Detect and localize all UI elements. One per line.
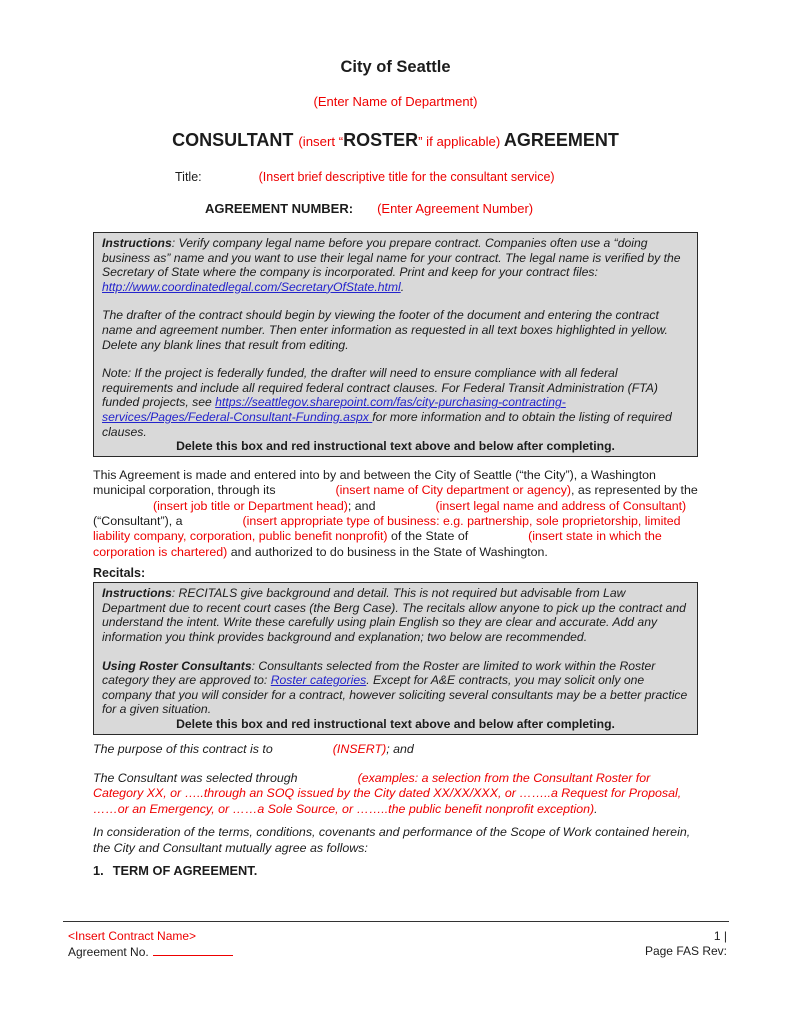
footer-divider (63, 921, 729, 922)
footer-right (645, 929, 729, 960)
text-run: The Consultant was selected through (93, 770, 298, 785)
consideration-paragraph: In consideration of the terms, conditions, covenants and performance of the Scope of Work contained herein, the City and Consultant mutually agree as follows: (93, 825, 691, 855)
text-run: , as represented by the (571, 483, 698, 498)
footer-agreement-no-line (68, 944, 233, 960)
footer-agreement-no-blank (153, 944, 233, 956)
agreement-intro-paragraph (93, 468, 698, 560)
text-run: AGREEMENT (503, 130, 619, 150)
text-run: ” if applicable) (418, 134, 504, 149)
instruction-box-1 (93, 232, 698, 457)
instruction-box-1-p1-text (102, 236, 681, 279)
text-run: (insert name of City department or agency) (335, 483, 572, 498)
text-run: Instructions (102, 236, 172, 250)
instruction-box-1-paragraph-2: The drafter of the contract should begin by viewing the footer of the document and entering the contract name and agreement number. Then enter information as requested in all text boxes highlighted in yellow. Delete any blank lines that result from editing. (102, 308, 668, 352)
text-run: ROSTER (343, 130, 419, 150)
footer-left (63, 929, 233, 960)
text-run: Using Roster Consultants (102, 658, 252, 673)
instruction-box-1-paragraph-1 (102, 236, 689, 294)
section-1-heading (93, 863, 698, 878)
text-run: : Consultants selected from the Roster are limited to work within the Roster category they are approved to: (102, 658, 656, 688)
text-run: ; and (386, 741, 414, 756)
footer-contract-name-placeholder: <Insert Contract Name> (68, 929, 197, 943)
agreement-number-label: AGREEMENT NUMBER: (205, 201, 354, 216)
text-run: (insert legal name and address of Consultant) (435, 498, 687, 513)
text-run: : Verify company legal name before you prepare contract. Companies often use a “doing business as” name and you want to use their legal name for your contract. The legal name is verified by the Secretary of State where the company is incorporated. Print and keep for your contract files: (102, 236, 681, 280)
footer-page-number: 1 | (713, 929, 727, 943)
text-run: This Agreement is made and entered into by and between the City of Seattle (“the City”), a Washington municipal corporation, through its (93, 467, 656, 498)
agreement-number-line (93, 201, 698, 217)
section-1-number: 1. (93, 862, 104, 878)
instruction-box-1-delete-note: Delete this box and red instructional text above and below after completing. (176, 439, 615, 454)
text-run: (INSERT) (332, 741, 387, 756)
text-run: CONSULTANT (172, 130, 299, 150)
text-run: (“Consultant”), a (93, 513, 183, 528)
text-run: of the State of (387, 529, 469, 544)
footer-row (63, 929, 729, 960)
footer-agreement-no-label: Agreement No. (68, 945, 149, 959)
purpose-paragraph (93, 742, 698, 757)
text-run: (insert appropriate type of business: e.g. partnership, sole proprietorship, limited liability company, corporation, public benefit nonprofit) (93, 513, 681, 544)
text-run: and authorized to do business in the State of Washington. (227, 544, 548, 559)
instruction-box-2 (93, 582, 698, 734)
text-run: . (594, 801, 598, 816)
text-run: ; and (347, 498, 376, 513)
recitals-heading: Recitals: (93, 566, 146, 581)
agreement-number-placeholder: (Enter Agreement Number) (377, 201, 534, 216)
instruction-box-1-paragraph-3 (102, 366, 689, 439)
consultant-selected-paragraph (93, 771, 698, 817)
section-1-title: TERM OF AGREEMENT. (112, 862, 258, 878)
text-run: The purpose of this contract is to (93, 741, 273, 756)
text-run: Instructions (102, 586, 172, 601)
department-name-placeholder: (Enter Name of Department) (313, 94, 478, 109)
instruction-box-1-p1-tail: . (400, 279, 405, 294)
text-run: (insert job title or Department head) (153, 498, 348, 513)
text-run: (insert “ (298, 134, 344, 149)
page-title: City of Seattle (340, 58, 451, 76)
page-footer (63, 921, 729, 960)
title-line (93, 170, 698, 185)
text-run: (examples: a selection from the Consultant Roster for Category XX, or …..through an SOQ issued by the City dated XX/XX/XXX, or ……..a Request for Proposal, ……or an Emergency, or ……a Sole Source, or ……..the public benefit nonprofit exception) (93, 770, 682, 816)
fta-funding-link[interactable]: https://seattlegov.sharepoint.com/fas/city-purchasing-contracting-services/Pages/Federal-Consultant-Funding.aspx (102, 395, 566, 424)
instruction-box-2-paragraph-2 (102, 659, 689, 717)
instruction-box-2-delete-note: Delete this box and red instructional text above and below after completing. (176, 716, 615, 731)
instruction-box-1-p3-tail: for more information and to obtain the listing of required clauses. (102, 409, 672, 439)
title-placeholder: (Insert brief descriptive title for the consultant service) (258, 170, 555, 184)
instruction-box-2-paragraph-1 (102, 586, 689, 644)
title-label: Title: (175, 170, 202, 184)
text-run: (insert state in which the corporation is chartered) (93, 529, 662, 559)
instruction-box-2-p2-tail: . Except for A&E contracts, you may solicit only one company that you will consider for a contract, however soliciting several consultants may be a better practice for a given situation. (102, 673, 688, 717)
secretary-of-state-link[interactable]: http://www.coordinatedlegal.com/SecretaryOfState.html (102, 279, 401, 294)
agreement-main-title (93, 130, 698, 152)
roster-categories-link[interactable]: Roster categories (270, 673, 367, 688)
instruction-box-1-p3-lead: Note: If the project is federally funded, the drafter will need to ensure compliance with all federal requirements and include all required federal contract clauses. For Federal Transit Administration (FTA) funded projects, see (102, 366, 658, 410)
text-run: : RECITALS give background and detail. This is not required but advisable from Law Department due to recent court cases (the Berg Case). The recitals allow anyone to pick up the contract and understand the intent. Write these carefully using plain English so they are clear and accurate. Add any information you think provides background and explanation; two below are recommended. (102, 586, 686, 644)
footer-page-rev: Page FAS Rev: (644, 944, 727, 958)
